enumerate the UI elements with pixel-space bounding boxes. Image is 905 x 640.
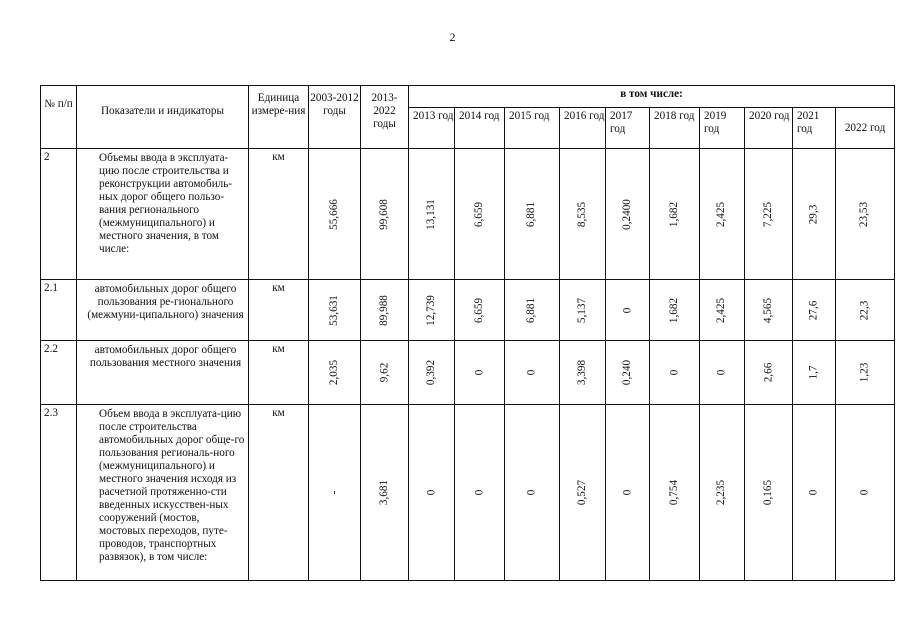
- value-year: 0: [525, 369, 538, 376]
- value-year: 1,682: [667, 297, 680, 323]
- table-row: [41, 149, 895, 280]
- value-year: 1,682: [667, 201, 680, 227]
- value-year: 6,881: [525, 297, 538, 323]
- row-indicator: Объемы ввода в эксплуата-цию после строительства и реконструкции автомобиль-ных дорог общего пользо-вания регионального (межмуниципального) и местного значения, в том числе:: [77, 149, 249, 280]
- value-year: 2,235: [715, 479, 728, 506]
- value-2013-2022: 3,681: [361, 405, 409, 581]
- value-year-cell: [793, 149, 836, 280]
- value-2003-2012: 53,631: [309, 280, 361, 341]
- value-year-cell: [650, 341, 700, 405]
- value-year-cell: [606, 405, 650, 581]
- value-year-cell: [560, 149, 606, 280]
- header-num: № п/п: [41, 86, 77, 149]
- value-year-cell: [650, 405, 700, 581]
- value-year: 8,535: [575, 201, 588, 227]
- value-year: 2,425: [715, 201, 728, 227]
- value-year: 0,754: [667, 479, 680, 506]
- value-year-cell: [606, 149, 650, 280]
- header-year: 2013 год: [409, 108, 455, 149]
- value-year: 0: [668, 369, 680, 376]
- value-year: 0,527: [575, 479, 588, 506]
- value-year-cell: [700, 149, 745, 280]
- header-year: 2018 год: [650, 108, 700, 149]
- value-2003-2012: -: [309, 405, 361, 581]
- value-year-cell: [606, 341, 650, 405]
- value-year: 12,739: [424, 294, 437, 326]
- value-year-cell: [505, 341, 560, 405]
- value-year-cell: [455, 341, 505, 405]
- value-year: 6,659: [472, 201, 485, 227]
- value-year: 0: [473, 369, 485, 376]
- indicators-table: [40, 85, 895, 581]
- value-year: 22,3: [858, 300, 871, 320]
- page-number: 2: [449, 30, 456, 44]
- value-year-cell: [409, 405, 455, 581]
- value-year-cell: [745, 149, 793, 280]
- value-year-cell: [745, 405, 793, 581]
- value-year: 0: [425, 489, 437, 496]
- value-year: 2,425: [715, 297, 728, 323]
- row-unit: км: [249, 149, 309, 280]
- value-year-cell: [409, 280, 455, 341]
- value-2013-2022: 89,988: [361, 280, 409, 341]
- value-year-cell: [455, 149, 505, 280]
- value-year: 5,137: [575, 297, 588, 323]
- header-year: 2019 год: [700, 108, 745, 149]
- value-year: 0: [473, 489, 485, 496]
- row-number: 2.1: [41, 280, 77, 341]
- value-year-cell: [836, 280, 895, 341]
- header-year: 2017 год: [606, 108, 650, 149]
- value-year: 0,165: [761, 479, 774, 506]
- value-year: 0: [525, 489, 538, 496]
- value-year: 6,659: [472, 297, 485, 323]
- row-number: 2.3: [41, 405, 77, 581]
- row-unit: км: [249, 280, 309, 341]
- value-year-cell: [560, 280, 606, 341]
- header-period-2013-2022: 2013-2022 годы: [361, 86, 409, 149]
- value-year-cell: [505, 405, 560, 581]
- value-year-cell: [606, 280, 650, 341]
- table-row: [41, 405, 895, 581]
- value-year: 0: [715, 369, 728, 376]
- row-indicator: Объем ввода в эксплуата-цию после строительства автомобильных дорог обще-го пользования региональ-ного (межмуниципального) и местного значения исходя из расчетной протяженно-сти введенных искусствен-ных сооружений (мостов, мостовых переходов, путе-проводов, транспортных развязок), в том числе:: [77, 405, 249, 581]
- value-year: 1,7: [807, 365, 820, 380]
- value-year-cell: [455, 280, 505, 341]
- value-year: 0: [621, 489, 633, 496]
- row-indicator: автомобильных дорог общего пользования местного значения: [77, 341, 249, 405]
- value-year-cell: [700, 405, 745, 581]
- header-year: 2021 год: [793, 108, 836, 149]
- value-year-cell: [505, 280, 560, 341]
- value-year: 0: [807, 489, 820, 496]
- header-year: 2015 год: [505, 108, 560, 149]
- value-year: 6,881: [525, 201, 538, 227]
- value-year: 23,53: [858, 201, 871, 227]
- value-year: 0: [858, 489, 871, 496]
- header-period-2003-2012: 2003-2012 годы: [309, 86, 361, 149]
- value-year: 27,6: [807, 300, 820, 320]
- header-year: 2020 год: [745, 108, 793, 149]
- value-year-cell: [455, 405, 505, 581]
- row-unit: км: [249, 341, 309, 405]
- value-year: 0,240: [620, 359, 633, 386]
- header-year: 2016 год: [560, 108, 606, 149]
- value-year: 0: [621, 307, 633, 313]
- value-year-cell: [793, 341, 836, 405]
- value-year: 2,66: [761, 362, 774, 383]
- value-year-cell: [793, 280, 836, 341]
- row-number: 2.2: [41, 341, 77, 405]
- value-year: 0,2400: [620, 198, 633, 230]
- value-year-cell: [745, 280, 793, 341]
- value-year: 4,565: [761, 297, 774, 323]
- row-unit: км: [249, 405, 309, 581]
- value-year: 3,398: [575, 359, 588, 386]
- value-year-cell: [793, 405, 836, 581]
- value-year-cell: [650, 149, 700, 280]
- value-year-cell: [650, 280, 700, 341]
- row-indicator: автомобильных дорог общего пользования ре-гионального (межмуни-ципального) значения: [77, 280, 249, 341]
- table-row: [41, 280, 895, 341]
- value-year-cell: [745, 341, 793, 405]
- value-year: 0,392: [424, 359, 437, 386]
- value-year-cell: [560, 341, 606, 405]
- header-year: 2022 год: [836, 108, 895, 149]
- header-including: в том числе:: [409, 86, 895, 108]
- value-2013-2022: 9,62: [361, 341, 409, 405]
- value-year: 29,3: [807, 204, 820, 224]
- header-year: 2014 год: [455, 108, 505, 149]
- value-year-cell: [700, 280, 745, 341]
- value-year-cell: [700, 341, 745, 405]
- header-row-1: [41, 86, 895, 108]
- value-year-cell: [409, 341, 455, 405]
- value-year-cell: [409, 149, 455, 280]
- header-indicator: Показатели и индикаторы: [77, 86, 249, 149]
- value-year-cell: [836, 405, 895, 581]
- value-year: 1,23: [858, 362, 871, 383]
- row-number: 2: [41, 149, 77, 280]
- header-unit: Единица измере-ния: [249, 86, 309, 149]
- value-2003-2012: 2,035: [309, 341, 361, 405]
- value-year: 13,131: [424, 198, 437, 230]
- value-year-cell: [836, 341, 895, 405]
- value-2013-2022: 99,608: [361, 149, 409, 280]
- table-row: [41, 341, 895, 405]
- value-year-cell: [560, 405, 606, 581]
- value-year: 7,225: [761, 201, 774, 227]
- value-2003-2012: 55,666: [309, 149, 361, 280]
- value-year-cell: [505, 149, 560, 280]
- value-year-cell: [836, 149, 895, 280]
